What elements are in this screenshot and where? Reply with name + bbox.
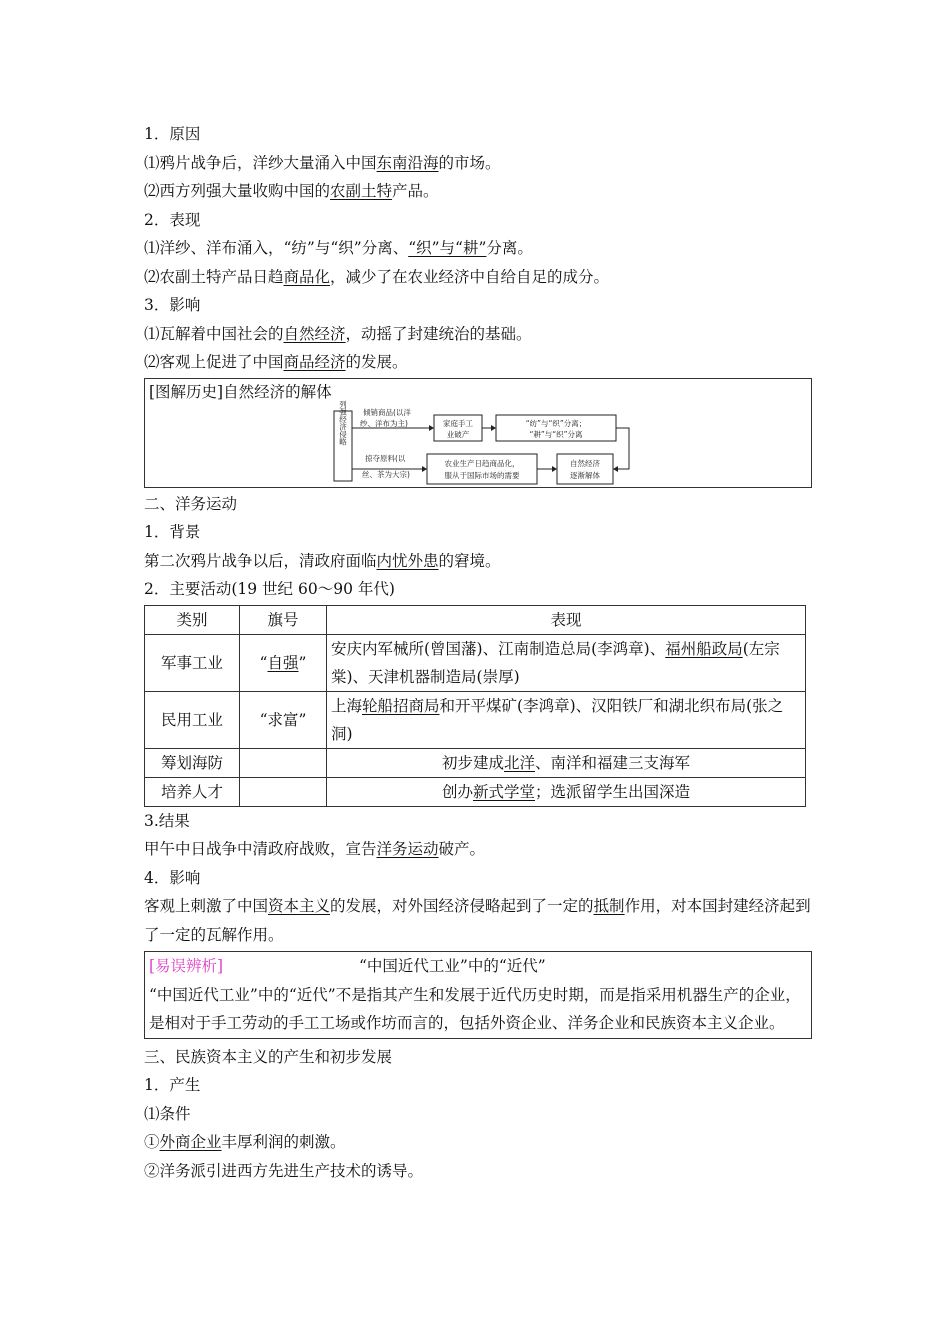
arrow-line xyxy=(616,428,629,469)
section-title-westernization: 二、洋务运动 xyxy=(144,494,238,513)
diagram-box-a-1: 家庭手工 xyxy=(443,418,473,428)
condition-1 xyxy=(144,1128,812,1157)
table-row xyxy=(145,777,806,806)
table-header: 表现 xyxy=(327,605,806,634)
para-background xyxy=(144,547,812,576)
para-impact-1 xyxy=(144,320,812,349)
table-row xyxy=(145,634,806,691)
text: ，动摇了封建统治的基础。 xyxy=(345,324,532,343)
text: 的窘境。 xyxy=(438,551,501,570)
text: 第二次鸦片战争以后，清政府面临 xyxy=(144,551,377,570)
underlined-answer: 福州船政局 xyxy=(665,639,743,658)
diagram-box-b-2: “耕”与“织”分离 xyxy=(529,429,583,439)
heading-main-activities: 2．主要活动(19 世纪 60～90 年代) xyxy=(144,580,395,598)
condition-2: ②洋务派引进西方先进生产技术的诱导。 xyxy=(144,1161,424,1180)
underlined-answer: 自强 xyxy=(267,653,299,672)
table-cell xyxy=(327,777,806,806)
heading-manifestation: 2．表现 xyxy=(144,210,201,229)
diagram-left-label: 列强经济侵略 xyxy=(338,400,348,445)
text: ⑵西方列强大量收购中国的 xyxy=(144,182,331,200)
table-cell xyxy=(240,634,327,691)
heading-influence: 4．影响 xyxy=(144,868,201,887)
table-cell: 军事工业 xyxy=(145,634,240,691)
diagram-top-label-2: 纱、洋布为主) xyxy=(360,418,408,428)
note-body: “中国近代工业”中的“近代”不是指其产生和发展于近代历史时期，而是指采用机器生产的企业，是相对于手工劳动的手工工场或作坊而言的，包括外资企业、洋务企业和民族资本主义企业。 xyxy=(149,985,801,1032)
note-tag: [易误辨析] xyxy=(149,957,224,975)
arrow-head xyxy=(552,466,557,472)
flow-diagram xyxy=(145,379,811,485)
text: 、南洋和福建三支海军 xyxy=(535,753,691,772)
diagram-top-label-1: 倾销商品(以洋 xyxy=(363,407,411,417)
table-cell xyxy=(327,748,806,777)
table-cell xyxy=(327,634,806,691)
underlined-answer: 商品化 xyxy=(283,267,331,286)
text: 和开平煤矿(李鸿章)、汉阳铁厂和湖北织布局(张之洞) xyxy=(331,696,784,743)
underlined-answer: 抵制 xyxy=(593,897,625,915)
note-header xyxy=(149,952,807,981)
para-impact-2 xyxy=(144,348,812,377)
para-result xyxy=(144,835,812,864)
heading-emergence: 1．产生 xyxy=(144,1076,201,1094)
table-cell: 民用工业 xyxy=(145,691,240,748)
table-cell xyxy=(240,748,327,777)
text: ；选派留学生出国深造 xyxy=(535,782,691,801)
arrow-head xyxy=(613,466,618,472)
text: 客观上刺激了中国 xyxy=(144,897,269,915)
underlined-answer: 商品经济 xyxy=(283,353,346,371)
text: 产品。 xyxy=(392,182,439,200)
text: 破产。 xyxy=(438,840,486,858)
diagram-title: [图解历史]自然经济的解体 xyxy=(149,382,332,401)
diagram-box-a-2: 业破产 xyxy=(446,429,470,439)
text: 的发展，对外国经济侵略起到了一定的 xyxy=(330,897,594,915)
text: ⑵客观上促进了中国 xyxy=(144,353,284,371)
text: 丰厚利润的刺激。 xyxy=(221,1133,346,1151)
table-header: 旗号 xyxy=(240,605,327,634)
underlined-answer: 北洋 xyxy=(503,753,535,772)
diagram-bottom-label-2: 丝、茶为大宗) xyxy=(362,469,410,479)
subheading-conditions: ⑴条件 xyxy=(144,1104,191,1123)
underlined-answer: 内忧外患 xyxy=(376,551,439,570)
diagram-box-b-1: “纺”与“织”分离； xyxy=(525,418,587,428)
text: ⑴洋纱、洋布涌入，“纺”与“织”分离、 xyxy=(144,239,409,257)
text: (左宗棠)、天津机器制造局(崇厚) xyxy=(331,639,780,686)
table-row xyxy=(145,748,806,777)
text: ，减少了在农业经济中自给自足的成分。 xyxy=(330,267,610,286)
underlined-answer: “织”与“耕” xyxy=(408,239,487,257)
table-header-row xyxy=(145,605,806,634)
text: 安庆内军械所(曾国藩)、江南制造总局(李鸿章)、 xyxy=(331,639,666,658)
table-header: 类别 xyxy=(145,605,240,634)
para-reason-2 xyxy=(144,177,812,206)
text: 的市场。 xyxy=(438,153,501,172)
text: 甲午中日战争中清政府战败，宣告 xyxy=(144,840,377,858)
text: ⑴瓦解着中国社会的 xyxy=(144,324,284,343)
table-cell: 培养人才 xyxy=(145,777,240,806)
underlined-answer: 轮船招商局 xyxy=(362,696,440,715)
arrow-head xyxy=(429,425,434,431)
diagram-box-d-2: 逐渐解体 xyxy=(570,470,600,480)
diagram-bottom-label-1: 掠夺原料(以 xyxy=(365,453,406,463)
para-reason-1 xyxy=(144,149,812,178)
heading-reason: 1．原因 xyxy=(144,125,201,143)
text: 创办 xyxy=(441,782,473,801)
underlined-answer: 外商企业 xyxy=(159,1133,222,1151)
text: 分离。 xyxy=(486,239,533,257)
text: ⑵农副土特产品日趋 xyxy=(144,267,284,286)
table-cell: 筹划海防 xyxy=(145,748,240,777)
text: 上海 xyxy=(331,696,363,715)
underlined-answer: 资本主义 xyxy=(268,897,331,915)
table-cell xyxy=(240,777,327,806)
text: ⑴鸦片战争后，洋纱大量涌入中国 xyxy=(144,153,377,172)
activities-table xyxy=(144,605,806,807)
document-body xyxy=(144,120,812,1185)
diagram-box-c-2: 服从于国际市场的需要 xyxy=(444,470,520,480)
underlined-answer: 东南沿海 xyxy=(376,153,439,172)
diagram-box xyxy=(144,378,812,488)
text: 初步建成 xyxy=(441,753,504,772)
heading-impact: 3．影响 xyxy=(144,296,201,314)
heading-result: 3.结果 xyxy=(144,811,190,830)
diagram-box-d-1: 自然经济 xyxy=(570,458,600,468)
arrow-head xyxy=(422,466,427,472)
underlined-answer: 自然经济 xyxy=(283,324,346,343)
note-box xyxy=(144,951,812,1039)
section-title-national-capitalism: 三、民族资本主义的产生和初步发展 xyxy=(144,1047,393,1066)
heading-background: 1．背景 xyxy=(144,523,201,541)
para-manifestation-1 xyxy=(144,234,812,263)
para-influence xyxy=(144,892,812,949)
text: ① xyxy=(144,1133,160,1151)
para-manifestation-2 xyxy=(144,263,812,292)
note-title: “中国近代工业”中的“近代” xyxy=(359,957,546,975)
underlined-answer: 洋务运动 xyxy=(376,840,439,858)
table-cell: “求富” xyxy=(240,691,327,748)
text: “ xyxy=(259,653,268,672)
text: ” xyxy=(298,653,307,672)
table-row xyxy=(145,691,806,748)
table-cell xyxy=(327,691,806,748)
underlined-answer: 农副土特 xyxy=(330,182,393,200)
arrow-head xyxy=(491,425,496,431)
text: 的发展。 xyxy=(345,353,408,371)
text: 作用，对本国封建经济起到了一定的瓦解作用。 xyxy=(144,897,811,944)
underlined-answer: 新式学堂 xyxy=(472,782,535,801)
diagram-box-c-1: 农业生产日趋商品化， xyxy=(444,458,520,468)
